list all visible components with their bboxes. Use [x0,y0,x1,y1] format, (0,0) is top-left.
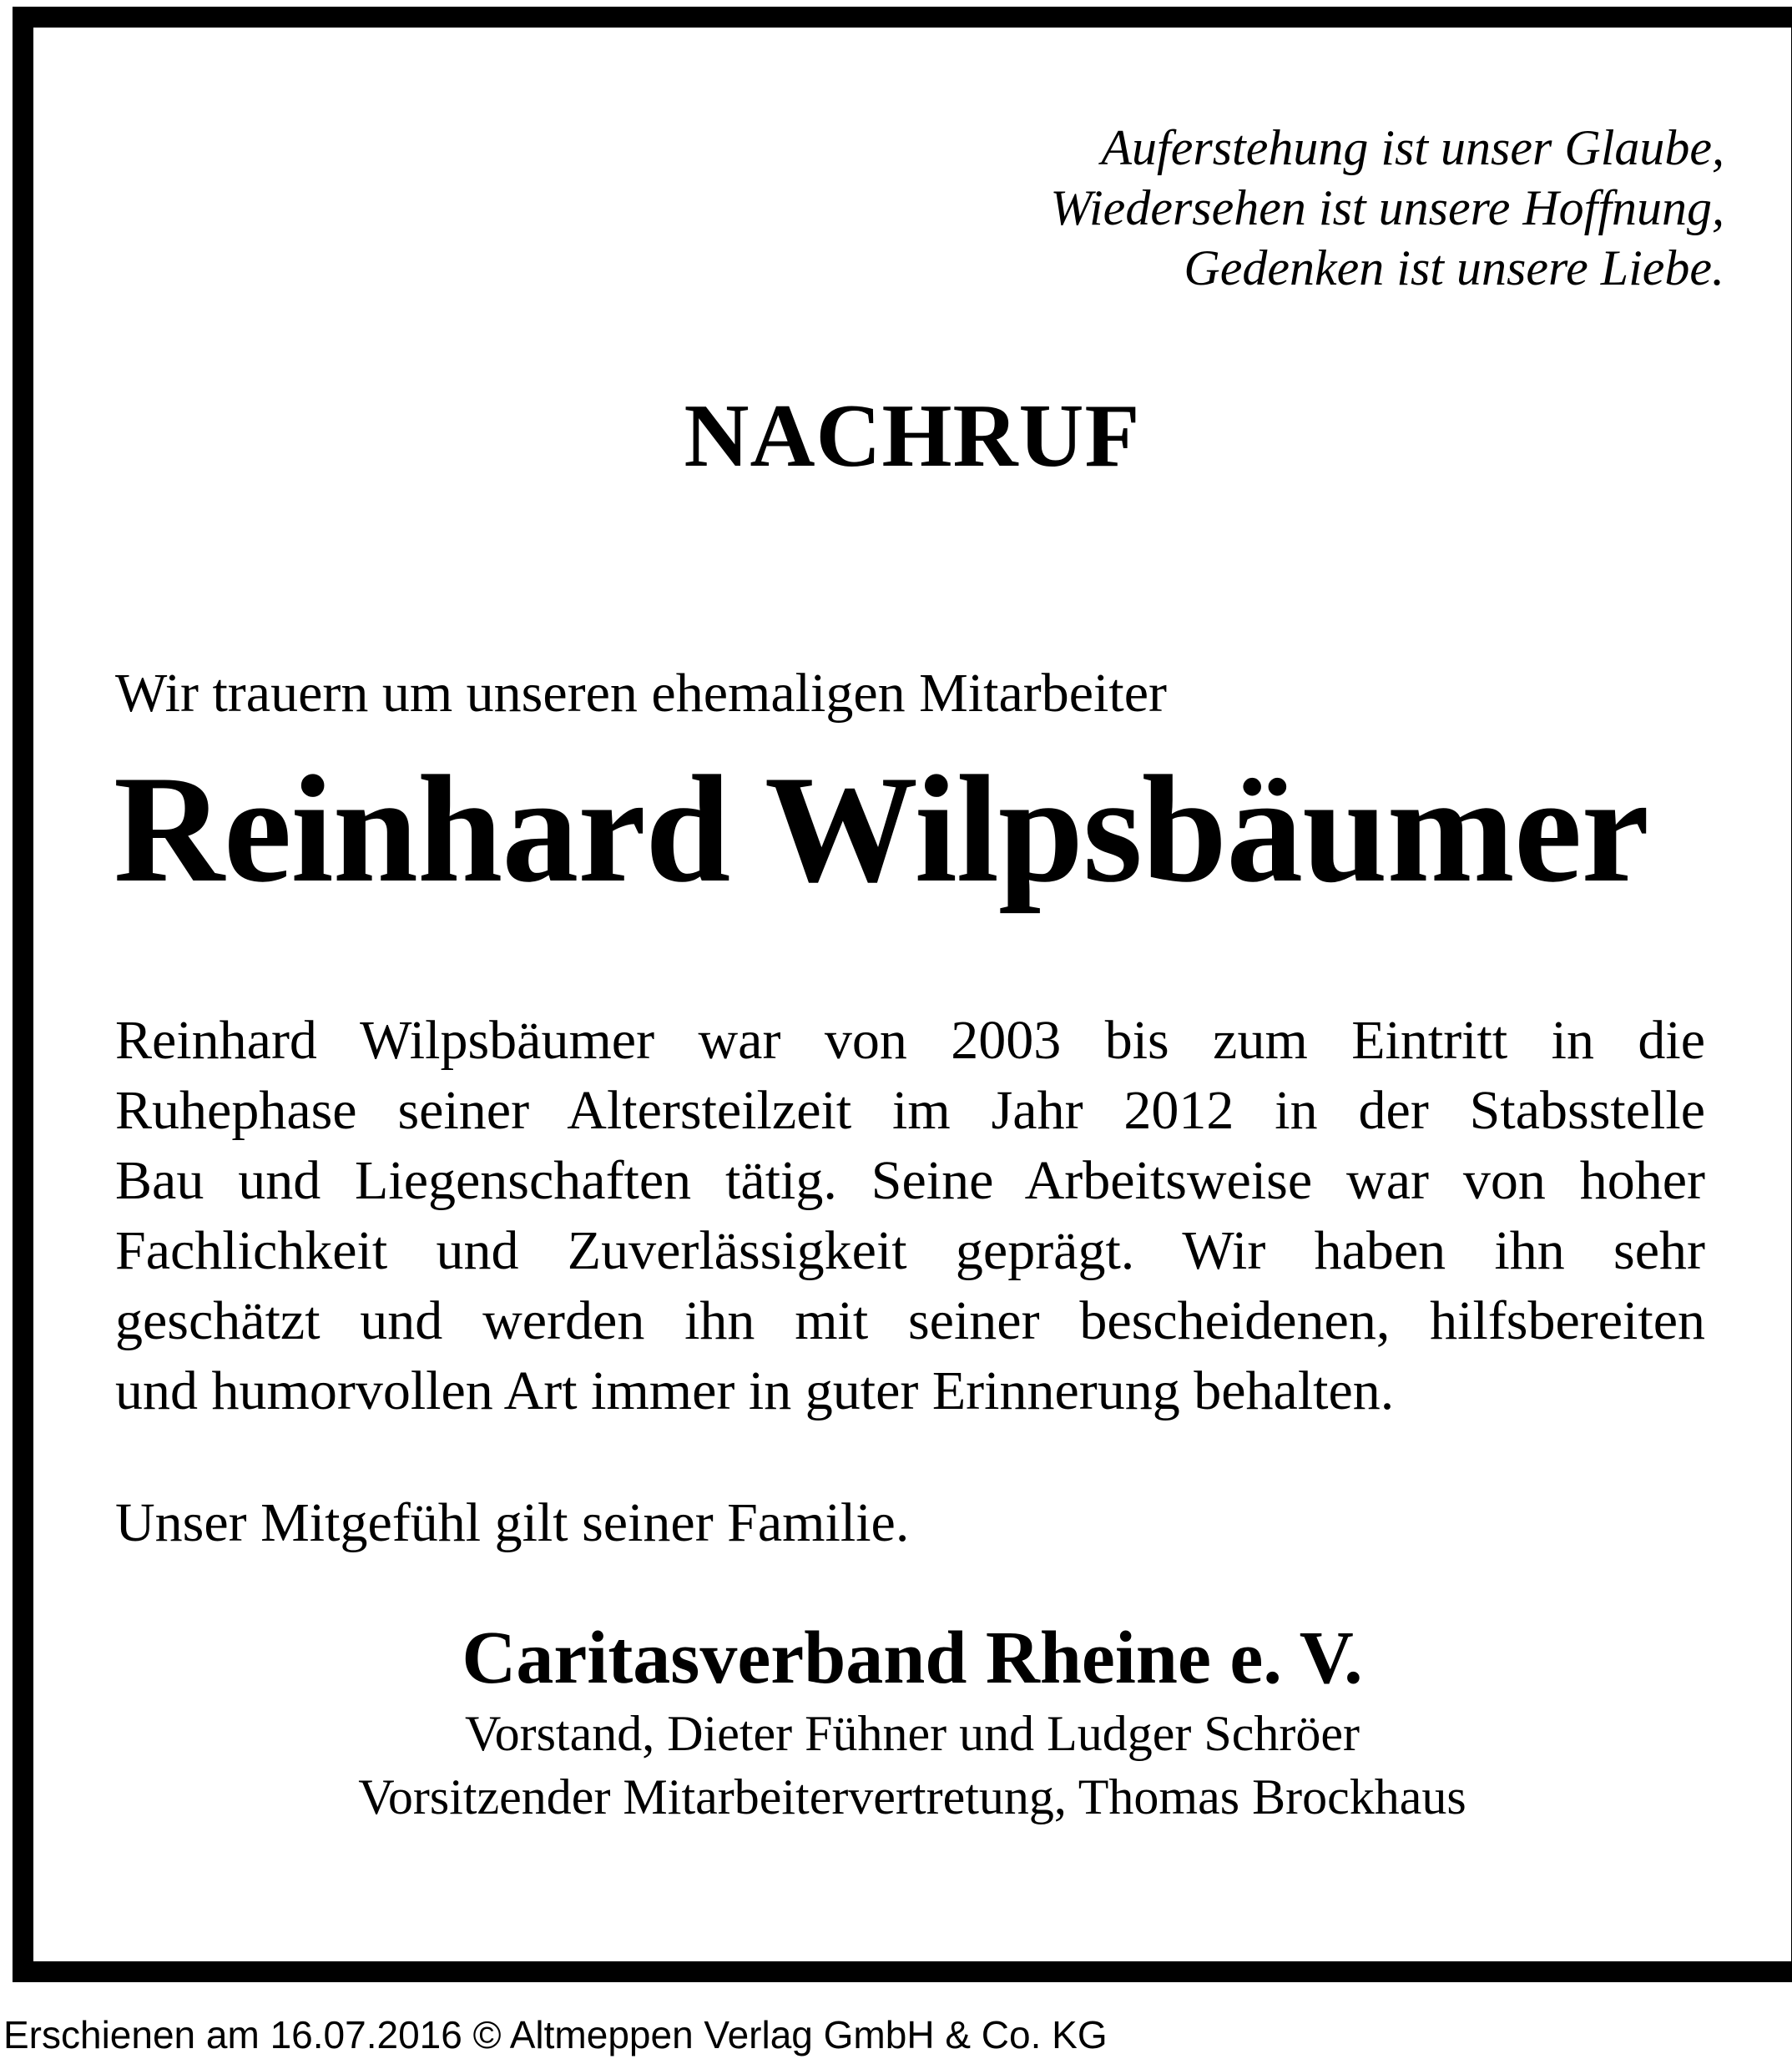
board-signature: Vorstand, Dieter Fühner und Ludger Schröer [465,1706,1360,1761]
obituary-frame [13,7,1792,1982]
organization-name: Caritasverband Rheine e. V. [462,1617,1363,1699]
intro-text: Wir trauern um unseren ehemaligen Mitarbeiter [115,663,1167,724]
body-line: und humorvollen Art immer in guter Erinnerung behalten. [115,1360,1395,1421]
deceased-name: Reinhard Wilpsbäumer [114,744,1649,914]
condolence-text: Unser Mitgefühl gilt seiner Familie. [115,1492,910,1553]
signature-block [33,1615,1791,1829]
motto-line: Gedenken ist unsere Liebe. [1184,240,1724,295]
body-line: Reinhard Wilpsbäumer war von 2003 bis zum Eintritt in die [115,1010,1705,1071]
motto-line: Auferstehung ist unser Glaube, [1101,120,1724,175]
publication-footer: Erschienen am 16.07.2016 © Altmeppen Verlag GmbH & Co. KG [3,2013,1108,2056]
body-line: Bau und Liegenschaften tätig. Seine Arbeitsweise war von hoher [115,1150,1705,1211]
obituary-heading: NACHRUF [684,386,1141,486]
representative-signature: Vorsitzender Mitarbeitervertretung, Thomas Brockhaus [358,1769,1466,1824]
body-line: Ruhephase seiner Altersteilzeit im Jahr 2012 in der Stabsstelle [115,1080,1705,1141]
motto-line: Wiedersehen ist unsere Hoffnung, [1050,180,1724,235]
motto-verse [1050,118,1724,298]
obituary-body [115,1006,1705,1426]
body-line: geschätzt und werden ihn mit seiner bescheidenen, hilfsbereiten [115,1290,1705,1351]
body-line: Fachlichkeit und Zuverlässigkeit geprägt. Wir haben ihn sehr [115,1220,1705,1281]
